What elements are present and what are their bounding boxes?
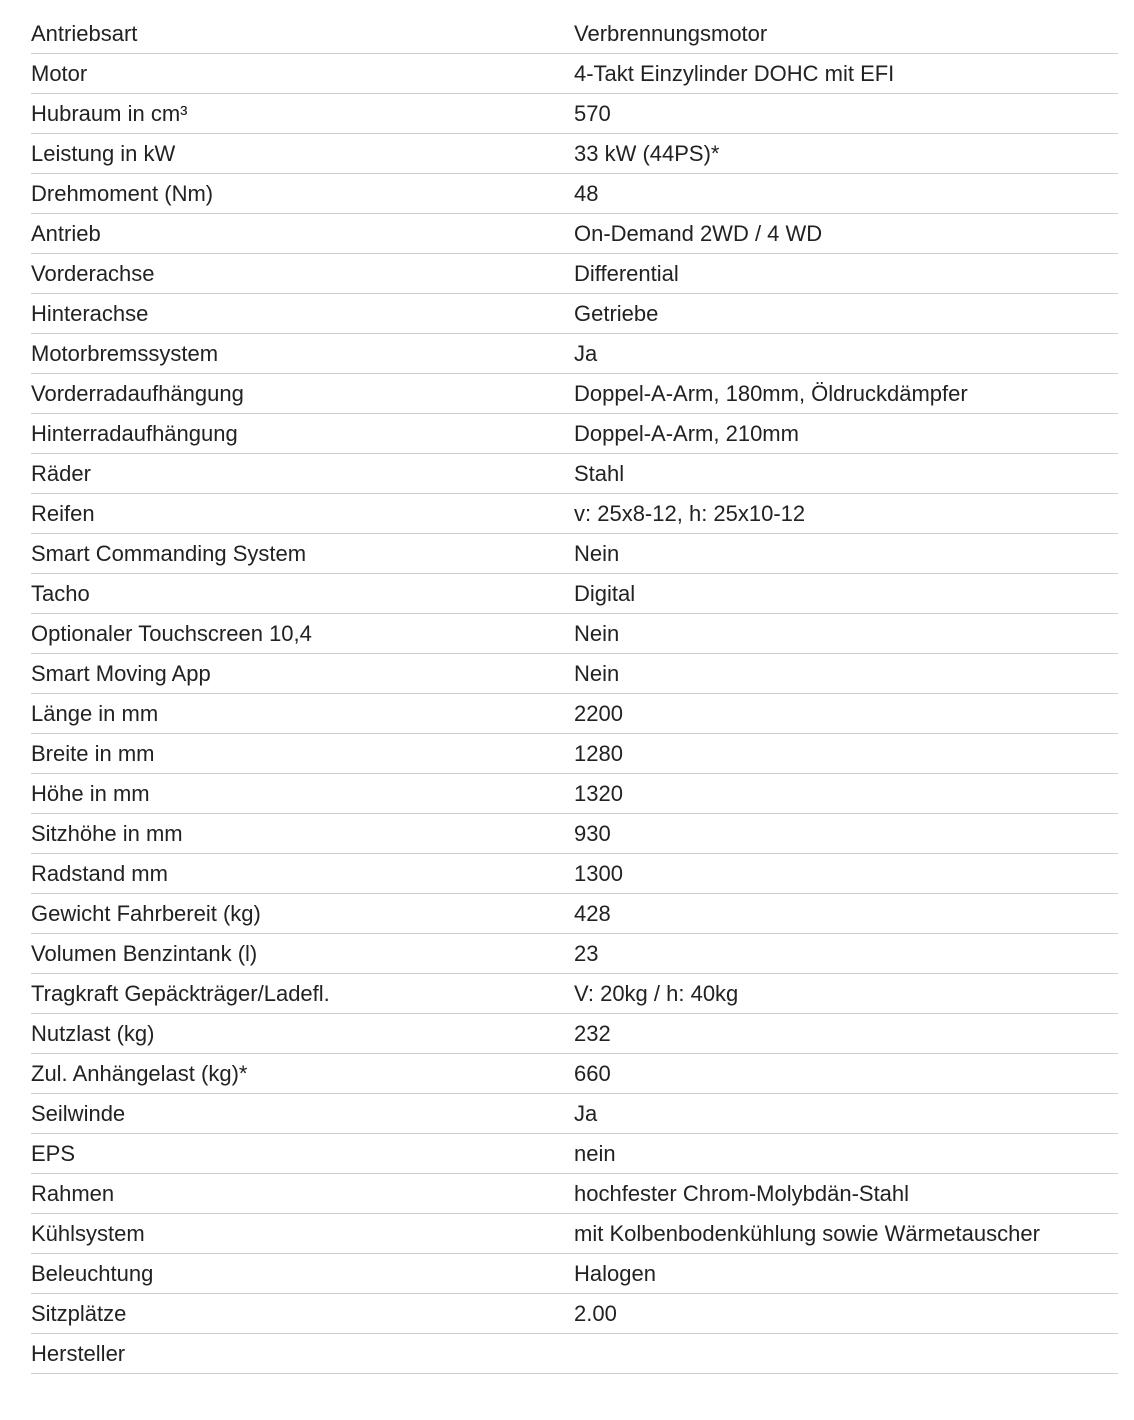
spec-label: Kühlsystem: [31, 1221, 145, 1246]
spec-value: Verbrennungsmotor: [574, 21, 768, 46]
spec-value: Differential: [574, 261, 679, 286]
spec-row: [31, 534, 1118, 574]
spec-value: v: 25x8-12, h: 25x10-12: [574, 501, 806, 526]
spec-label: Hinterradaufhängung: [31, 421, 238, 446]
spec-row: [31, 854, 1118, 894]
spec-value: 1320: [574, 781, 623, 806]
spec-row: [31, 894, 1118, 934]
spec-label: Smart Moving App: [31, 661, 211, 686]
spec-value: 1280: [574, 741, 623, 766]
spec-row: [31, 294, 1118, 334]
spec-value: Doppel-A-Arm, 210mm: [574, 421, 799, 446]
spec-row: [31, 374, 1118, 414]
spec-label: Reifen: [31, 501, 95, 526]
spec-row: [31, 1294, 1118, 1334]
spec-row: [31, 174, 1118, 214]
spec-value: 428: [574, 901, 611, 926]
spec-value: Halogen: [574, 1261, 656, 1286]
spec-value: Nein: [574, 621, 620, 646]
spec-value: Nein: [574, 541, 620, 566]
spec-row: [31, 1094, 1118, 1134]
spec-value: On-Demand 2WD / 4 WD: [574, 221, 823, 246]
spec-row: [31, 1014, 1118, 1054]
spec-row: [31, 814, 1118, 854]
spec-row: [31, 1214, 1118, 1254]
spec-value: 2.00: [574, 1301, 617, 1326]
spec-row: [31, 454, 1118, 494]
spec-label: Hersteller: [31, 1341, 126, 1366]
spec-label: Breite in mm: [31, 741, 155, 766]
spec-value: Doppel-A-Arm, 180mm, Öldruckdämpfer: [574, 381, 968, 406]
spec-row: [31, 974, 1118, 1014]
spec-row: [31, 574, 1118, 614]
spec-value: 660: [574, 1061, 611, 1086]
spec-row: [31, 134, 1118, 174]
spec-label: Nutzlast (kg): [31, 1021, 155, 1046]
spec-label: Antrieb: [31, 221, 101, 246]
spec-label: Vorderradaufhängung: [31, 381, 244, 406]
spec-row: [31, 214, 1118, 254]
spec-value: 23: [574, 941, 599, 966]
spec-row: [31, 14, 1118, 54]
spec-value: Nein: [574, 661, 620, 686]
spec-label: Rahmen: [31, 1181, 115, 1206]
spec-row: [31, 654, 1118, 694]
spec-row: [31, 934, 1118, 974]
spec-label: Zul. Anhängelast (kg)*: [31, 1061, 248, 1086]
spec-label: Optionaler Touchscreen 10,4: [31, 621, 312, 646]
spec-label: Sitzplätze: [31, 1301, 127, 1326]
spec-label: Motor: [31, 61, 88, 86]
spec-value: 1300: [574, 861, 623, 886]
spec-row: [31, 414, 1118, 454]
spec-value: Ja: [574, 1101, 598, 1126]
spec-row: [31, 1054, 1118, 1094]
spec-table: [31, 14, 1118, 1374]
spec-row: [31, 494, 1118, 534]
spec-value: nein: [574, 1141, 616, 1166]
spec-label: Vorderachse: [31, 261, 155, 286]
spec-value: 4-Takt Einzylinder DOHC mit EFI: [574, 61, 895, 86]
spec-label: Länge in mm: [31, 701, 159, 726]
spec-value: mit Kolbenbodenkühlung sowie Wärmetauscher: [574, 1221, 1040, 1246]
spec-value: 48: [574, 181, 599, 206]
spec-label: Antriebsart: [31, 21, 138, 46]
spec-row: [31, 694, 1118, 734]
spec-label: Motorbremssystem: [31, 341, 219, 366]
spec-value: 930: [574, 821, 611, 846]
spec-value: 570: [574, 101, 611, 126]
spec-row: [31, 1134, 1118, 1174]
spec-row: [31, 774, 1118, 814]
spec-value: Getriebe: [574, 301, 659, 326]
spec-value: [574, 1334, 1118, 1373]
spec-value: V: 20kg / h: 40kg: [574, 981, 739, 1006]
spec-row: [31, 334, 1118, 374]
spec-value: Stahl: [574, 461, 625, 486]
spec-label: Hubraum in cm³: [31, 101, 188, 126]
spec-row: [31, 54, 1118, 94]
spec-label: EPS: [31, 1141, 76, 1166]
spec-row: [31, 1174, 1118, 1214]
spec-row: [31, 1254, 1118, 1294]
spec-label: Radstand mm: [31, 861, 168, 886]
spec-value: 2200: [574, 701, 623, 726]
spec-label: Leistung in kW: [31, 141, 176, 166]
spec-label: Seilwinde: [31, 1101, 126, 1126]
spec-value: Ja: [574, 341, 598, 366]
spec-label: Gewicht Fahrbereit (kg): [31, 901, 261, 926]
spec-value: Digital: [574, 581, 636, 606]
spec-value: 232: [574, 1021, 611, 1046]
spec-row: [31, 734, 1118, 774]
spec-label: Hinterachse: [31, 301, 149, 326]
spec-row: [31, 94, 1118, 134]
spec-label: Höhe in mm: [31, 781, 150, 806]
spec-row: [31, 254, 1118, 294]
spec-label: Volumen Benzintank (l): [31, 941, 258, 966]
spec-label: Tragkraft Gepäckträger/Ladefl.: [31, 981, 330, 1006]
spec-value: hochfester Chrom-Molybdän-Stahl: [574, 1181, 910, 1206]
spec-row: [31, 614, 1118, 654]
spec-label: Tacho: [31, 581, 90, 606]
spec-label: Smart Commanding System: [31, 541, 307, 566]
spec-label: Drehmoment (Nm): [31, 181, 214, 206]
spec-label: Sitzhöhe in mm: [31, 821, 183, 846]
spec-label: Beleuchtung: [31, 1261, 154, 1286]
spec-row: [31, 1334, 1118, 1374]
spec-value: 33 kW (44PS)*: [574, 141, 720, 166]
spec-label: Räder: [31, 461, 91, 486]
